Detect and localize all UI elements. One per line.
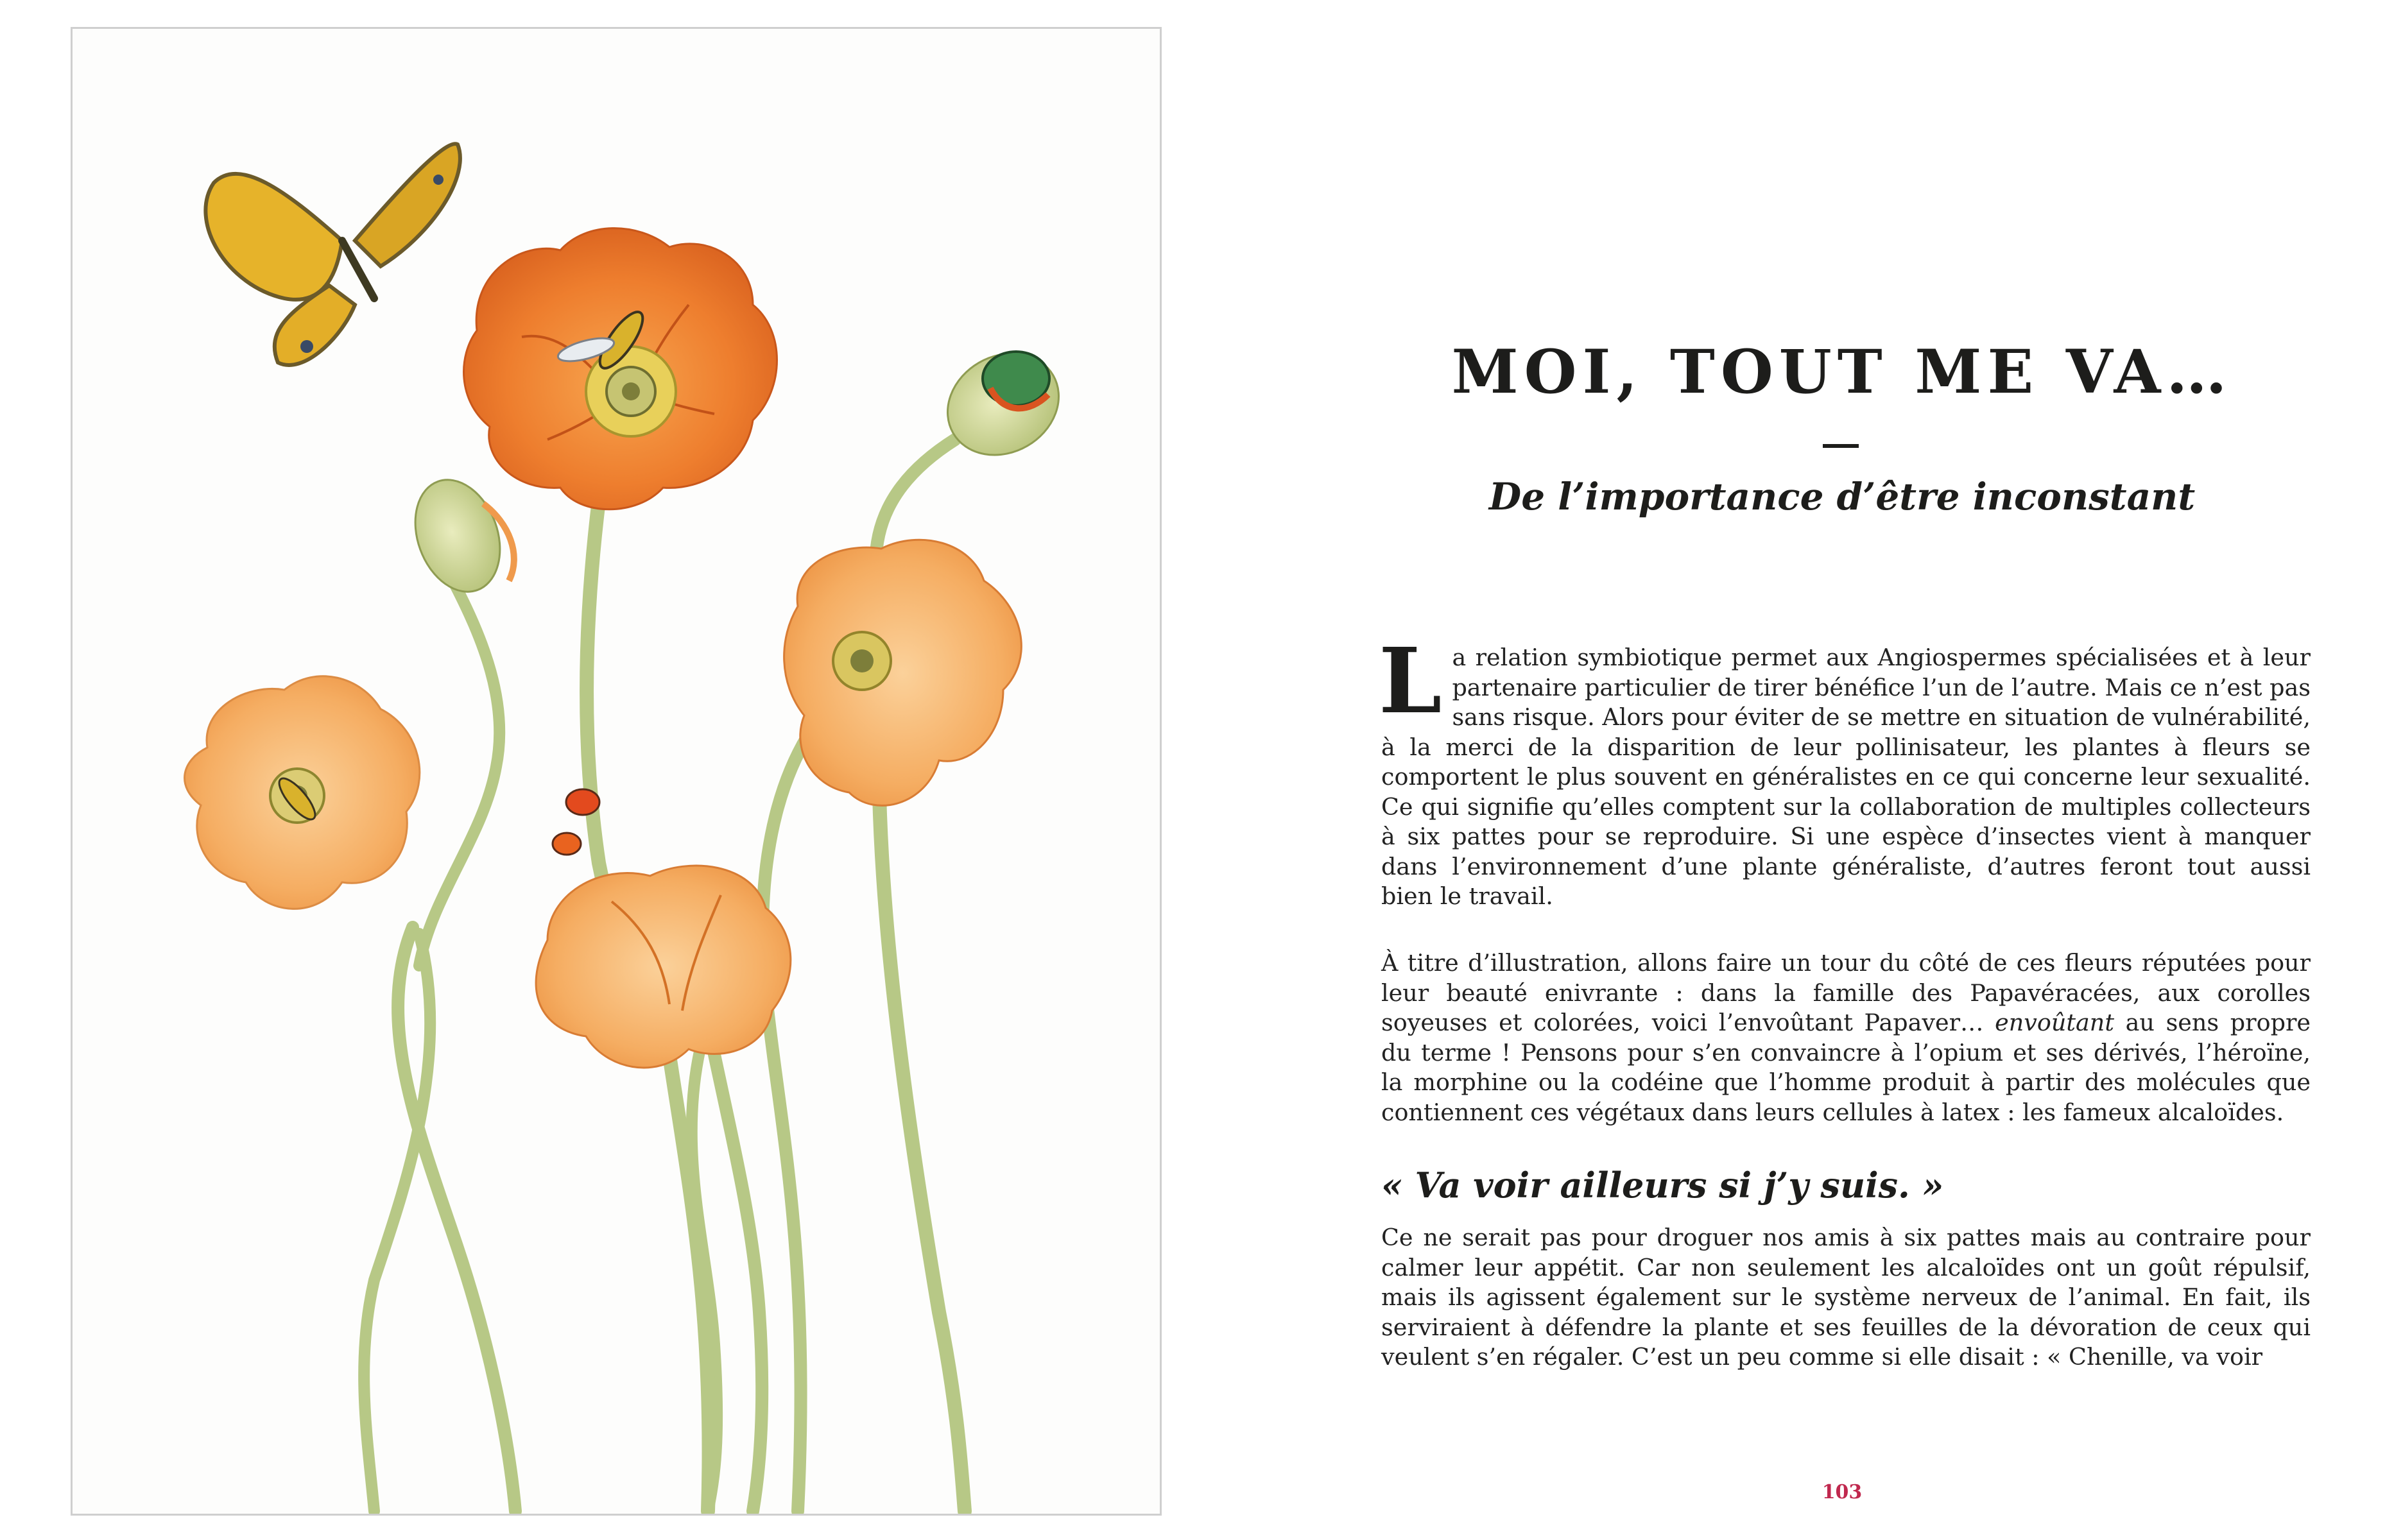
poppy-flower-bottom xyxy=(536,866,791,1068)
poppy-illustration xyxy=(73,29,1160,1514)
section-heading: « Va voir ailleurs si j’y suis. » xyxy=(1381,1165,1944,1206)
page-number: 103 xyxy=(1822,1481,1863,1503)
poppy-flower-orange-top xyxy=(464,228,777,509)
chapter-subtitle: De l’importance d’être inconstant xyxy=(1488,475,2196,518)
paragraph-2-italic: envoûtant xyxy=(1995,1009,2114,1036)
paragraph-1 xyxy=(1379,629,2311,912)
text-page xyxy=(1374,0,2311,1540)
title-divider xyxy=(1823,444,1859,448)
poppy-bud-left xyxy=(401,468,515,604)
paragraph-2-text-end: au sens propre du terme ! Pensons pour s’en convaincre à l’opium et ses dérivés, l’héroïne, la morphine ou la codéine que l’homme produit à partir des molécules que contiennent ces végétaux dans leurs cellules à latex : les fameux alcaloïdes. xyxy=(1381,1009,2311,1126)
paragraph-1-text: a relation symbiotique permet aux Angiospermes spécialisées et à leur partenaire particulier de tirer bénéfice l’un de l’autre. Mais ce n’est pas sans risque. Alors pour éviter de se mettre en situation de vulnérabilité, à la merci de la disparition de leur pollinisateur, les plantes à fleurs se comportent le plus souvent en généralistes en ce qui concerne leur sexualité. Ce qui signifie qu’elles comptent sur la collaboration de multiples collecteurs à six pattes pour se reproduire. Si une espèce d’insectes vient à manquer dans l’environnement d’une plante généraliste, d’autres feront tout aussi bien le travail. xyxy=(1381,644,2311,910)
butterfly-icon xyxy=(205,144,460,365)
paragraph-2-text-start: À titre d’illustration, allons faire un tour du côté de ces fleurs réputées pour leur beauté enivrante : dans la famille des Papavéracées, aux corolles soyeuses et colorées, voici l’envoûtant Papaver… xyxy=(1381,949,2311,1036)
poppy-flower-right xyxy=(784,540,1022,805)
paragraph-3: Ce ne serait pas pour droguer nos amis à six pattes mais au contraire pour calmer leur appétit. Car non seulement les alcaloïdes ont un goût répulsif, mais ils agissent également sur le système nerveux de l’animal. En fait, ils serviraient à défendre la plante et ses feuilles de la dévoration de ceux qui veulent s’en régaler. C’est un peu comme si elle disait : « Chenille, va voir xyxy=(1381,1224,2311,1371)
drop-cap: L xyxy=(1379,629,1442,734)
illustration-plate xyxy=(71,27,1162,1516)
paragraph-2 xyxy=(1381,948,2311,1127)
chapter-title: MOI, TOUT ME VA… xyxy=(1451,337,2233,407)
